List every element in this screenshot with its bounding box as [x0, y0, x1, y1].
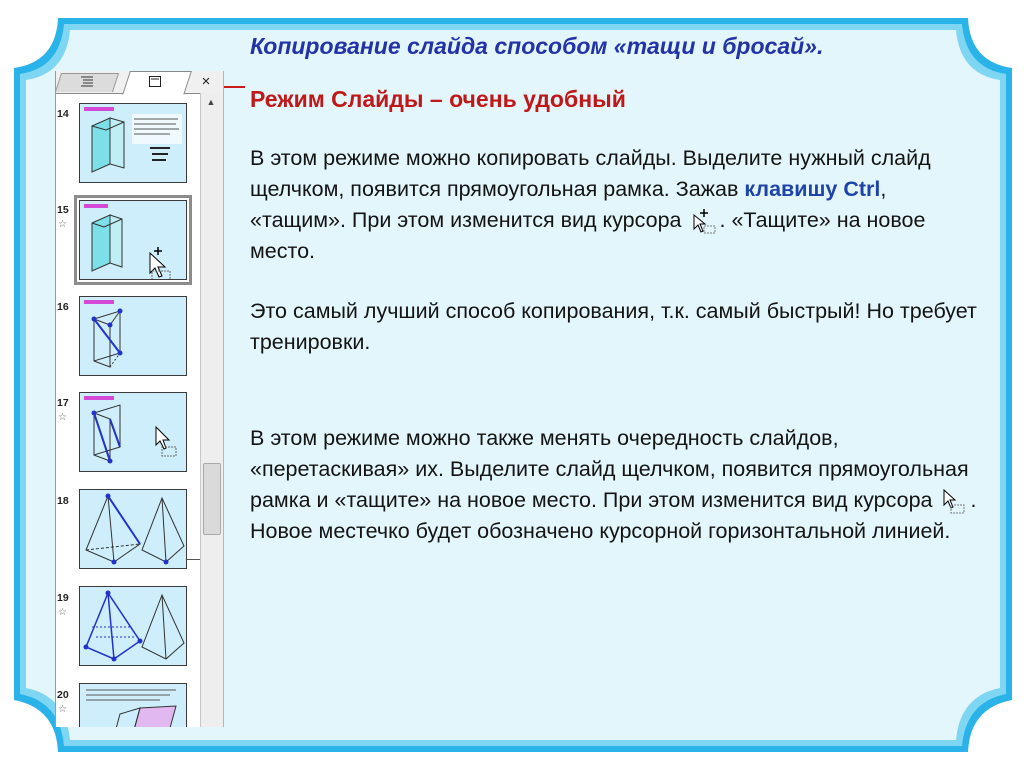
- slide-thumbnail-18[interactable]: [79, 489, 187, 569]
- slide-16-cube-image: [80, 297, 187, 376]
- paragraph-best-method: Это самый лучший способ копирования, т.к. самый быстрый! Но требует тренировки.: [250, 299, 977, 354]
- slide-15-prism-image: [80, 201, 187, 280]
- ctrl-key-highlight: клавишу Ctrl: [744, 177, 881, 201]
- slide-thumbnail-20[interactable]: [79, 683, 187, 727]
- slide-number-20: 20: [57, 689, 69, 701]
- paragraph-reorder-slides: [250, 423, 980, 547]
- slide-thumbnail-17[interactable]: [79, 392, 187, 472]
- paragraph1-text-b: , «тащим». При этом изменится вид курсора: [250, 177, 887, 232]
- slide-number-18: 18: [57, 495, 69, 507]
- slides-panel[interactable]: [55, 71, 224, 727]
- paragraph3-text-a: В этом режиме можно также менять очередность слайдов, «перетаскивая» их. Выделите слайд щелчком, появится прямоугольная рамка и «тащите» на новое место. При этом изменится вид курсора: [250, 426, 969, 512]
- paragraph1-text-a: В этом режиме можно копировать слайды. Выделите нужный слайд щелчком, появится прямоугольная рамка. Зажав: [250, 146, 931, 201]
- panel-scrollbar[interactable]: [200, 93, 223, 727]
- slide-20-image: [80, 684, 187, 727]
- slide-number-14: 14: [57, 108, 69, 120]
- slide-number-15: 15: [57, 204, 69, 216]
- slide-number-16: 16: [57, 301, 69, 313]
- move-cursor-icon: [941, 488, 967, 514]
- slide-15-star-icon: ☆: [58, 219, 67, 230]
- slide-thumbnail-16[interactable]: [79, 296, 187, 376]
- slide-thumbnail-19[interactable]: [79, 586, 187, 666]
- slide-20-star-icon: ☆: [58, 704, 67, 715]
- slide-thumbnail-icon: [149, 76, 161, 87]
- slide-17-cube-image: [80, 393, 187, 472]
- paragraph3-text-b: . Новое местечко будет обозначено курсорной горизонтальной линией.: [250, 488, 977, 543]
- subtitle: Режим Слайды – очень удобный: [250, 86, 626, 112]
- panel-tab-bar: [56, 71, 223, 94]
- copy-cursor-icon: [691, 208, 717, 234]
- slide-17-star-icon: ☆: [58, 412, 67, 423]
- close-panel-button[interactable]: ×: [201, 73, 211, 90]
- slide-14-prism-image: [80, 104, 187, 183]
- slide-19-star-icon: ☆: [58, 607, 67, 618]
- paragraph-copy-slides: [250, 143, 980, 267]
- slide-18-pyramid-image: [80, 490, 187, 569]
- slide-19-pyramid-image: [80, 587, 187, 666]
- slide-number-19: 19: [57, 592, 69, 604]
- page-title: Копирование слайда способом «тащи и бросай».: [250, 33, 824, 59]
- slide-number-17: 17: [57, 397, 69, 409]
- paragraph1-text-c: . «Тащите» на новое место.: [250, 208, 926, 263]
- scroll-thumb[interactable]: [203, 463, 221, 535]
- outline-lines-icon: [81, 76, 93, 87]
- slide-thumbnail-15[interactable]: [79, 200, 187, 280]
- scroll-up-arrow-icon[interactable]: ▲: [206, 97, 216, 107]
- slide-thumbnail-14[interactable]: [79, 103, 187, 183]
